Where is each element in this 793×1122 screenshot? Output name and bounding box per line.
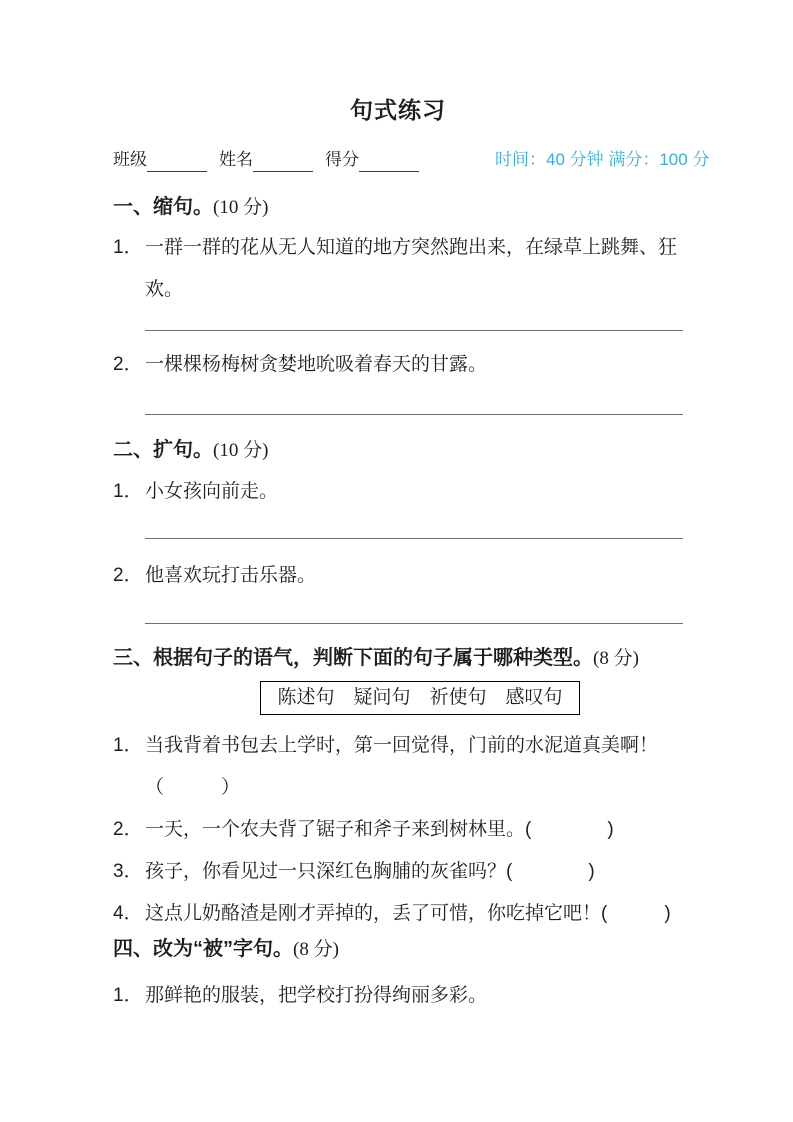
name-label: 姓名 <box>219 150 253 169</box>
question-number: 1． <box>113 237 143 258</box>
question-number: 1． <box>113 481 143 502</box>
question <box>113 851 683 893</box>
question-text: 一天，一个农夫背了锯子和斧子来到树林里。 <box>145 819 526 840</box>
question-number: 2． <box>113 354 143 375</box>
section-points: (10 分) <box>213 197 269 218</box>
question-text: 这点儿奶酪渣是刚才弄掉的，丢了可惜，你吃掉它吧！ <box>145 903 602 924</box>
answer-slot: （ ） <box>145 777 241 798</box>
score-field <box>325 148 419 172</box>
class-field <box>113 148 207 172</box>
section-points: (8 分) <box>593 648 639 669</box>
answer-line <box>145 414 683 415</box>
type-options-box: 陈述句 疑问句 祈使句 感叹句 <box>260 681 579 715</box>
question-number: 2． <box>113 565 143 586</box>
question <box>113 809 683 851</box>
question <box>113 227 683 311</box>
answer-slot: ( ) <box>506 861 595 882</box>
question <box>113 725 683 809</box>
question-text: 那鲜艳的服装，把学校打扮得绚丽多彩。 <box>145 985 488 1006</box>
question-text: 当我背着书包去上学时，第一回觉得，门前的水泥道真美啊！ <box>145 735 659 756</box>
question-text: 小女孩向前走。 <box>145 481 279 502</box>
type-options-row <box>113 681 683 715</box>
section-points: (10 分) <box>213 440 269 461</box>
question-number: 2． <box>113 819 143 840</box>
section-heading-text: 二、扩句。 <box>113 439 213 461</box>
page-title: 句式练习 <box>350 97 446 123</box>
section-heading-text: 三、根据句子的语气，判断下面的句子属于哪种类型。 <box>113 647 593 669</box>
question-number: 3． <box>113 861 143 882</box>
question-text: 一棵棵杨梅树贪婪地吮吸着春天的甘露。 <box>145 354 488 375</box>
name-field <box>219 148 313 172</box>
score-blank <box>359 152 419 172</box>
name-blank <box>253 152 313 172</box>
question <box>113 471 683 513</box>
question-text: 他喜欢玩打击乐器。 <box>145 565 317 586</box>
answer-line <box>145 538 683 539</box>
question <box>113 975 683 1017</box>
time-score-info: 时间：40 分钟 满分：100 分 <box>495 150 710 169</box>
class-blank <box>147 152 207 172</box>
question-number: 1． <box>113 735 143 756</box>
section-heading-3 <box>113 647 683 670</box>
question <box>113 555 683 597</box>
question-text: 孩子，你看见过一只深红色胸脯的灰雀吗？ <box>145 861 507 882</box>
section-heading-1 <box>113 196 683 219</box>
section-heading-text: 四、改为“被”字句。 <box>113 938 293 960</box>
section-heading-text: 一、缩句。 <box>113 196 213 218</box>
answer-line <box>145 623 683 624</box>
answer-line <box>145 330 683 331</box>
question-number: 1． <box>113 985 143 1006</box>
question <box>113 344 683 386</box>
answer-slot: ( ) <box>601 903 671 924</box>
class-label: 班级 <box>113 150 147 169</box>
meta-row <box>113 148 710 172</box>
section-heading-2 <box>113 439 683 462</box>
question <box>113 893 683 935</box>
question-number: 4． <box>113 903 143 924</box>
score-label: 得分 <box>325 150 359 169</box>
question-text: 一群一群的花从无人知道的地方突然跑出来，在绿草上跳舞、狂欢。 <box>145 237 678 300</box>
section-heading-4 <box>113 938 683 961</box>
section-points: (8 分) <box>293 939 339 960</box>
answer-slot: ( ) <box>525 819 614 840</box>
